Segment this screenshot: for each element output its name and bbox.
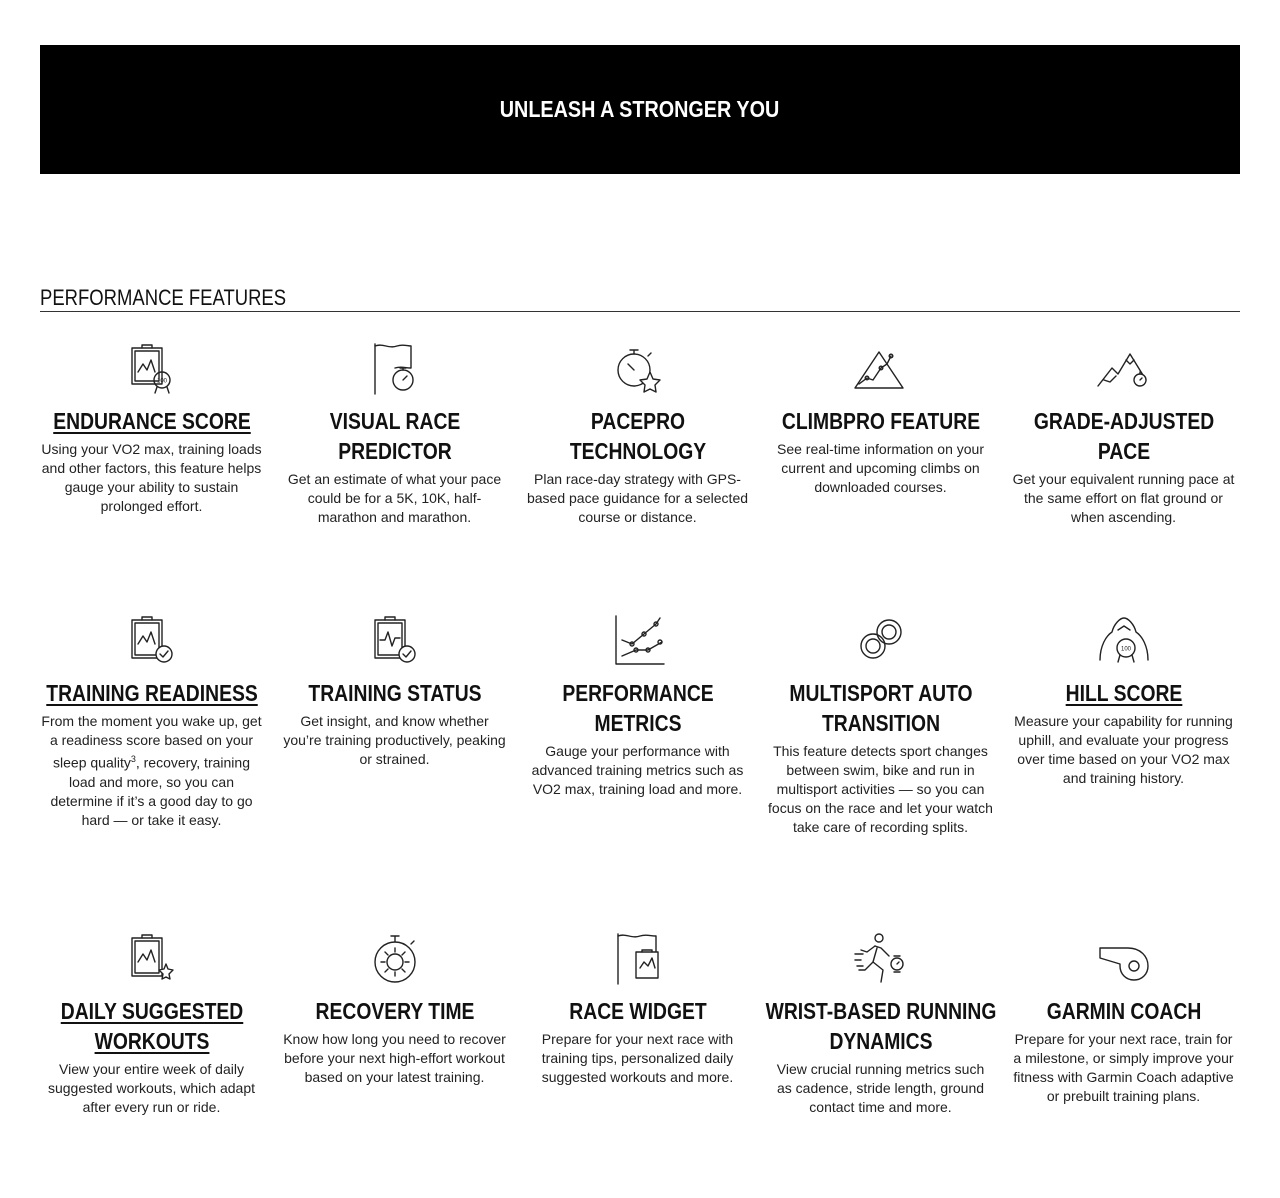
feature-description: Using your VO2 max, training loads and other factors, this feature helps gauge your ability to sustain prolonged effort.: [41, 441, 262, 514]
feature-description: View your entire week of daily suggested workouts, which adapt after every run or ride.: [47, 1061, 255, 1115]
feature-card: [759, 610, 1002, 928]
runner-watch-icon: [851, 928, 911, 988]
hero-banner: [40, 45, 1240, 174]
banner-title: UNLEASH A STRONGER YOU: [500, 96, 780, 122]
feature-title: MULTISPORT AUTO TRANSITION: [788, 680, 973, 736]
whistle-icon: [1094, 928, 1154, 988]
feature-description: This feature detects sport changes between swim, bike and run in multisport activities — so you can focus on the race and let your watch take care of recording splits.: [768, 743, 993, 835]
footnote-marker[interactable]: 3: [130, 754, 136, 764]
clipboard-chart-badge-100-icon: [122, 338, 182, 398]
flag-clipboard-icon: [608, 928, 668, 988]
line-graph-icon: [608, 610, 668, 670]
clipboard-chart-star-icon: [122, 928, 182, 988]
feature-description: See real-time information on your current and upcoming climbs on downloaded courses.: [777, 441, 984, 495]
section-header: [40, 285, 1240, 312]
feature-card[interactable]: [1002, 610, 1245, 928]
feature-description: Measure your capability for running uphill, and evaluate your progress over time based on your VO2 max and training history.: [1014, 713, 1233, 786]
feature-description: Know how long you need to recover before your next high-effort workout based on your latest training.: [283, 1031, 506, 1085]
feature-description: Get your equivalent running pace at the same effort on flat ground or when ascending.: [1012, 471, 1235, 525]
feature-title[interactable]: TRAINING READINESS: [45, 680, 258, 706]
hill-badge-100-icon: [1094, 610, 1154, 670]
feature-description: Get an estimate of what your pace could be for a 5K, 10K, half-marathon and marathon.: [287, 471, 502, 525]
section-title: PERFORMANCE FEATURES: [40, 285, 287, 310]
feature-card: [759, 928, 1002, 1198]
stopwatch-star-icon: [608, 338, 668, 398]
svg-text:100: 100: [1120, 646, 1131, 653]
feature-title: CLIMBPRO FEATURE: [781, 408, 980, 434]
feature-title: PERFORMANCE METRICS: [561, 680, 714, 736]
feature-title: GRADE-ADJUSTED PACE: [1033, 408, 1214, 464]
feature-card: [273, 610, 516, 928]
feature-description: Plan race-day strategy with GPS-based pace guidance for a selected course or distance.: [526, 471, 749, 525]
feature-card[interactable]: [30, 338, 273, 610]
feature-card: [516, 928, 759, 1198]
recovery-timer-icon: [365, 928, 425, 988]
feature-description: Gauge your performance with advanced training metrics such as VO2 max, training load and more.: [531, 743, 744, 797]
flag-stopwatch-icon: [365, 338, 425, 398]
feature-title: TRAINING STATUS: [307, 680, 482, 706]
feature-card[interactable]: [30, 610, 273, 928]
feature-card[interactable]: [30, 928, 273, 1198]
feature-description: From the moment you wake up, get a readiness score based on your sleep quality$^3$, recovery, training load and more, so you can determine if it’s a good day to go hard — or take it easy.: [41, 713, 262, 828]
feature-card: [516, 610, 759, 928]
feature-card: [1002, 928, 1245, 1198]
feature-title: RECOVERY TIME: [315, 998, 474, 1024]
feature-description: Prepare for your next race, train for a milestone, or simply improve your fitness with Garmin Coach adaptive or prebuilt training plans.: [1013, 1031, 1234, 1104]
feature-card: [1002, 338, 1245, 610]
clipboard-pulse-check-icon: [365, 610, 425, 670]
feature-card: [516, 338, 759, 610]
feature-grid: [30, 338, 1250, 1198]
feature-card: [273, 928, 516, 1198]
feature-description: View crucial running metrics such as cadence, stride length, ground contact time and more.: [776, 1061, 985, 1115]
feature-card: [273, 338, 516, 610]
feature-card: [759, 338, 1002, 610]
clipboard-chart-check-icon: [122, 610, 182, 670]
feature-title[interactable]: ENDURANCE SCORE: [52, 408, 251, 434]
feature-title: WRIST-BASED RUNNING DYNAMICS: [765, 998, 996, 1054]
feature-title: GARMIN COACH: [1046, 998, 1201, 1024]
svg-text:100: 100: [156, 378, 167, 385]
feature-title: PACEPRO TECHNOLOGY: [569, 408, 706, 464]
linked-rings-icon: [851, 610, 911, 670]
feature-title[interactable]: HILL SCORE: [1065, 680, 1182, 706]
mountain-route-icon: [851, 338, 911, 398]
feature-title: VISUAL RACE PREDICTOR: [329, 408, 460, 464]
mountain-stopwatch-icon: [1094, 338, 1154, 398]
feature-title[interactable]: DAILY SUGGESTED WORKOUTS: [60, 998, 243, 1054]
feature-description: Prepare for your next race with training tips, personalized daily suggested workouts and more.: [541, 1031, 734, 1085]
feature-title: RACE WIDGET: [568, 998, 707, 1024]
feature-description: Get insight, and know whether you’re training productively, peaking or strained.: [283, 713, 506, 767]
